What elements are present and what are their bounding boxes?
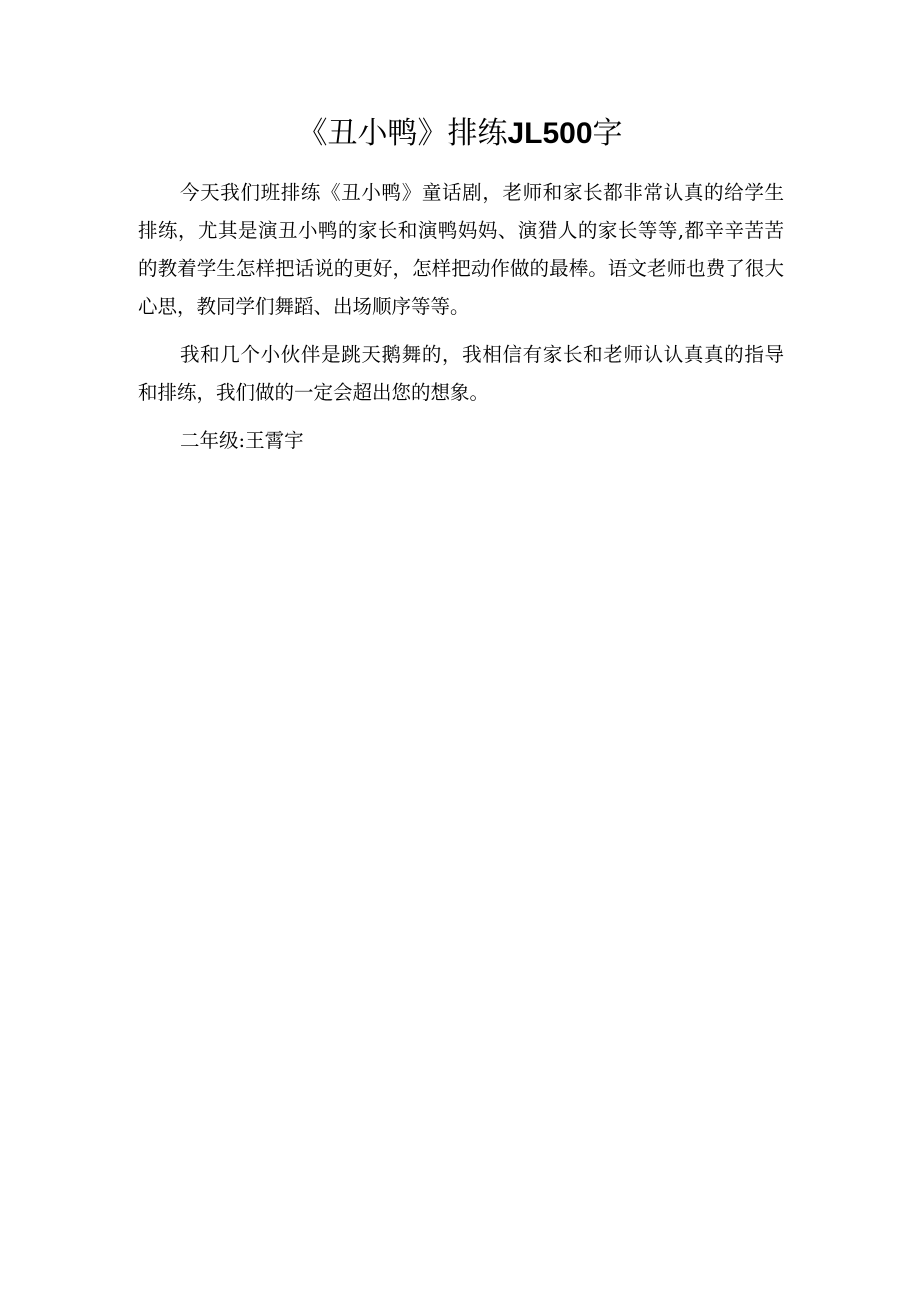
paragraph-1: 今天我们班排练《丑小鸭》童话剧，老师和家长都非常认真的给学生排练，尤其是演丑小鸭的家长和演鸭妈妈、演猎人的家长等等,都辛辛苦苦的教着学生怎样把话说的更好，怎样把动作做的最棒。语文老师也费了很大心思，教同学们舞蹈、出场顺序等等。 [138, 181, 784, 318]
title-code: JL500 [507, 117, 593, 150]
document-body [138, 174, 784, 460]
title-text: 《丑小鸭》排练 [297, 116, 508, 151]
signature: 二年级:王霄宇 [180, 429, 304, 452]
title-suffix: 字 [592, 116, 623, 151]
document-title [0, 112, 920, 156]
paragraph-2: 我和几个小伙伴是跳天鹅舞的，我相信有家长和老师认认真真的指导和排练，我们做的一定会超出您的想象。 [138, 343, 784, 404]
